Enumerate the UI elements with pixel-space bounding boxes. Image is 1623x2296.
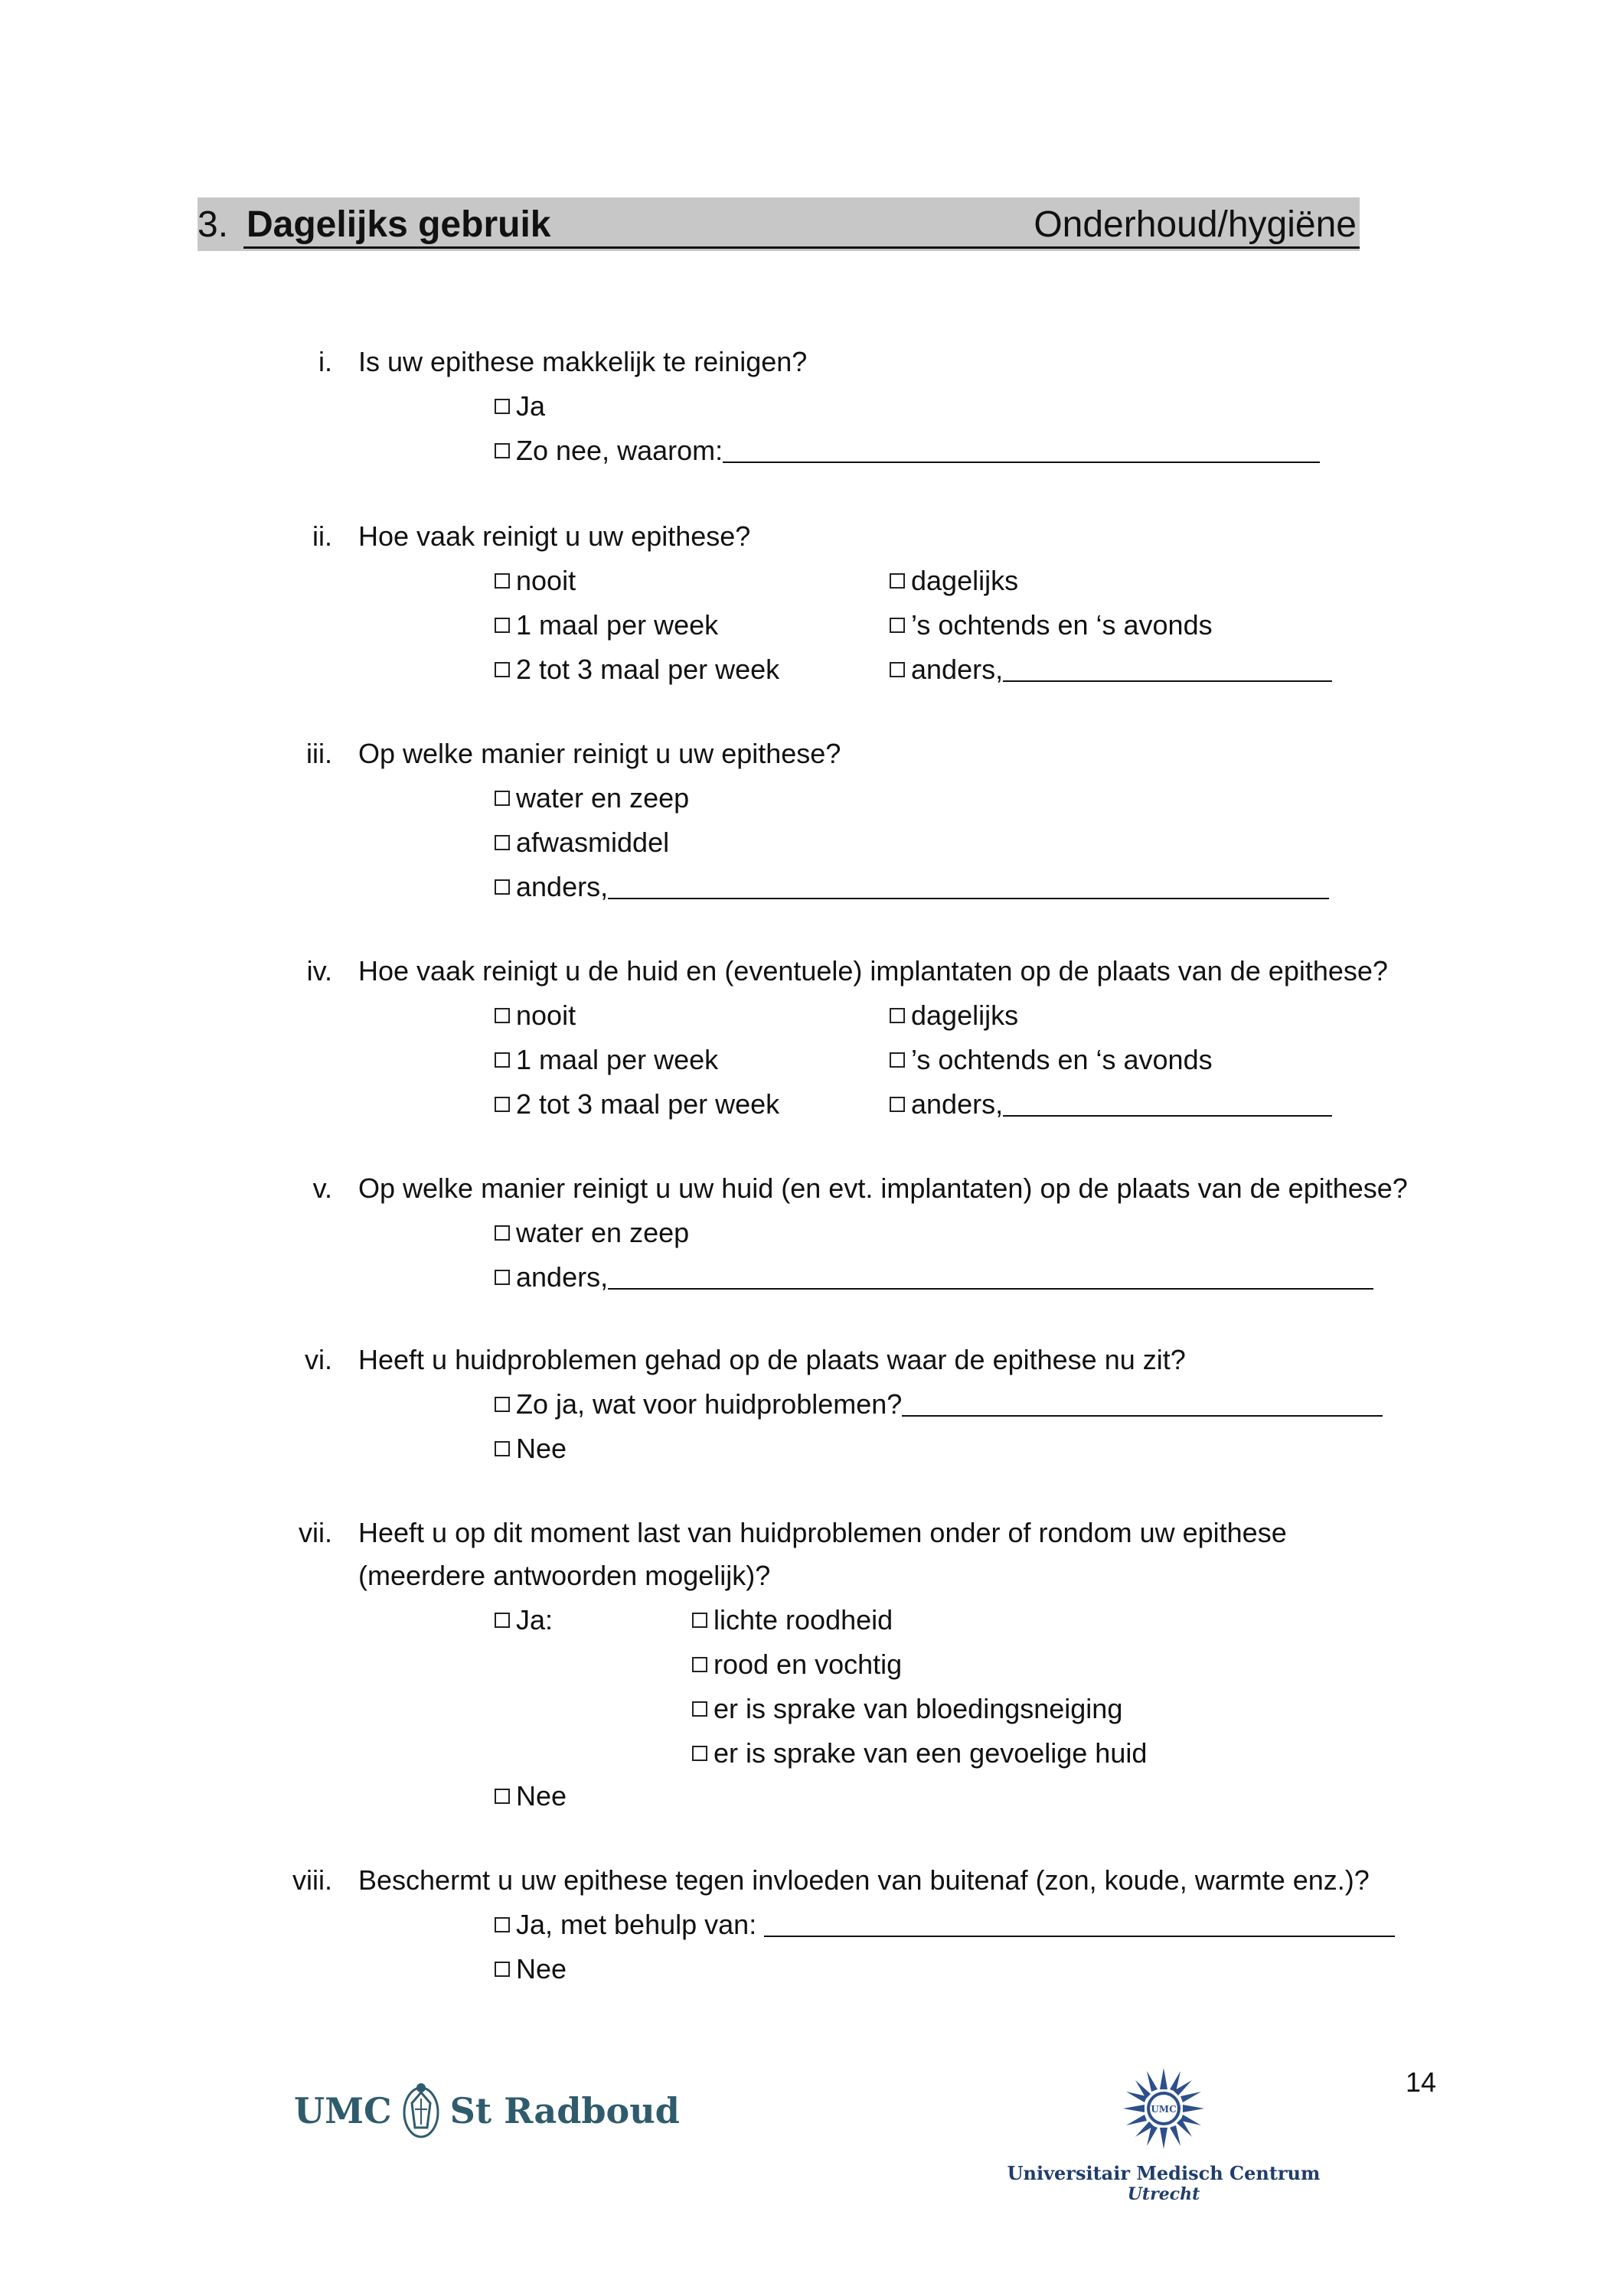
option[interactable]: anders, xyxy=(890,654,1332,686)
option[interactable]: er is sprake van een gevoelige huid xyxy=(692,1737,1147,1769)
option[interactable]: anders, xyxy=(890,1088,1332,1120)
question-number: vii. xyxy=(299,1517,332,1548)
answer-line[interactable] xyxy=(1003,657,1332,682)
checkbox[interactable] xyxy=(495,1397,510,1412)
option[interactable]: 1 maal per week xyxy=(495,1044,718,1076)
checkbox[interactable] xyxy=(495,1613,510,1628)
option[interactable]: ’s ochtends en ‘s avonds xyxy=(890,609,1213,641)
answer-line[interactable] xyxy=(1003,1092,1332,1117)
question-text: Hoe vaak reinigt u uw epithese? xyxy=(358,520,751,552)
option[interactable]: dagelijks xyxy=(890,565,1018,597)
question-text: Heeft u huidproblemen gehad op de plaats waar de epithese nu zit? xyxy=(358,1344,1186,1375)
question-number: i. xyxy=(318,346,332,377)
umc-st-radboud-logo: UMC St Radboud xyxy=(294,2080,680,2141)
checkbox[interactable] xyxy=(890,662,905,677)
option[interactable]: Ja, met behulp van: xyxy=(495,1909,1395,1941)
checkbox[interactable] xyxy=(495,879,510,895)
checkbox[interactable] xyxy=(692,1701,707,1717)
answer-line[interactable] xyxy=(608,1265,1373,1290)
question-text: Op welke manier reinigt u uw epithese? xyxy=(358,738,841,769)
checkbox[interactable] xyxy=(495,573,510,589)
option[interactable]: 2 tot 3 maal per week xyxy=(495,1088,779,1120)
question-text: Heeft u op dit moment last van huidproblemen onder of rondom uw epithese xyxy=(358,1517,1287,1548)
option[interactable]: nooit xyxy=(495,565,576,597)
checkbox[interactable] xyxy=(495,443,510,458)
question-number: iii. xyxy=(306,738,332,769)
checkbox[interactable] xyxy=(692,1746,707,1761)
checkbox[interactable] xyxy=(495,1225,510,1241)
checkbox[interactable] xyxy=(495,1917,510,1932)
answer-line[interactable] xyxy=(902,1392,1383,1417)
option[interactable]: Zo ja, wat voor huidproblemen? xyxy=(495,1388,1383,1420)
checkbox[interactable] xyxy=(890,618,905,633)
answer-line[interactable] xyxy=(723,439,1320,463)
header-underline xyxy=(243,246,1360,249)
crest-icon xyxy=(400,2080,442,2141)
page-number: 14 xyxy=(1406,2066,1437,2098)
checkbox[interactable] xyxy=(890,1008,905,1023)
option[interactable]: Nee xyxy=(495,1780,567,1812)
checkbox[interactable] xyxy=(495,1097,510,1112)
option[interactable]: nooit xyxy=(495,1000,576,1032)
option[interactable]: Ja xyxy=(495,390,545,422)
option[interactable]: anders, xyxy=(495,871,1329,903)
checkbox[interactable] xyxy=(495,791,510,806)
checkbox[interactable] xyxy=(495,618,510,633)
section-topic: Onderhoud/hygiëne xyxy=(1034,204,1357,245)
checkbox[interactable] xyxy=(495,835,510,850)
checkbox[interactable] xyxy=(495,1789,510,1804)
option[interactable]: ’s ochtends en ‘s avonds xyxy=(890,1044,1213,1076)
answer-line[interactable] xyxy=(608,875,1329,899)
question-text: Hoe vaak reinigt u de huid en (eventuele) implantaten op de plaats van de epithese? xyxy=(358,955,1388,987)
checkbox[interactable] xyxy=(495,662,510,677)
option[interactable]: dagelijks xyxy=(890,1000,1018,1032)
option[interactable]: Zo nee, waarom: xyxy=(495,435,1320,467)
section-header xyxy=(198,197,1360,251)
option[interactable]: afwasmiddel xyxy=(495,827,669,859)
option[interactable]: Ja: xyxy=(495,1604,553,1636)
option[interactable]: water en zeep xyxy=(495,782,689,814)
checkbox[interactable] xyxy=(890,573,905,589)
badge-text: UMC xyxy=(1151,2104,1177,2115)
checkbox[interactable] xyxy=(495,1008,510,1023)
option[interactable]: er is sprake van bloedingsneiging xyxy=(692,1693,1122,1725)
option[interactable]: Nee xyxy=(495,1953,567,1985)
option[interactable]: water en zeep xyxy=(495,1217,689,1249)
option[interactable]: lichte roodheid xyxy=(692,1604,893,1636)
umc-utrecht-logo: UMC Universitair Medisch Centrum Utrecht xyxy=(995,2066,1332,2204)
sun-emblem-icon xyxy=(1122,2066,1206,2151)
option[interactable]: anders, xyxy=(495,1261,1373,1293)
question-number: iv. xyxy=(306,955,332,987)
question-number: vi. xyxy=(305,1344,332,1375)
checkbox[interactable] xyxy=(495,1052,510,1068)
checkbox[interactable] xyxy=(495,1441,510,1456)
option[interactable]: 2 tot 3 maal per week xyxy=(495,654,779,686)
question-text: Op welke manier reinigt u uw huid (en evt. implantaten) op de plaats van de epithese? xyxy=(358,1172,1408,1204)
question-number: v. xyxy=(312,1172,332,1204)
checkbox[interactable] xyxy=(890,1052,905,1068)
question-number: viii. xyxy=(292,1864,332,1896)
question-number: ii. xyxy=(312,520,332,552)
checkbox[interactable] xyxy=(495,1270,510,1285)
checkbox[interactable] xyxy=(495,399,510,414)
section-number: 3. xyxy=(198,204,229,245)
option[interactable]: 1 maal per week xyxy=(495,609,718,641)
option[interactable]: rood en vochtig xyxy=(692,1649,902,1681)
question-text: Is uw epithese makkelijk te reinigen? xyxy=(358,346,808,377)
checkbox[interactable] xyxy=(495,1962,510,1977)
checkbox[interactable] xyxy=(692,1657,707,1672)
checkbox[interactable] xyxy=(890,1097,905,1112)
section-title: Dagelijks gebruik xyxy=(247,204,551,245)
checkbox[interactable] xyxy=(692,1613,707,1628)
question-text-continued: (meerdere antwoorden mogelijk)? xyxy=(358,1560,771,1591)
answer-line[interactable] xyxy=(764,1913,1395,1937)
question-text: Beschermt u uw epithese tegen invloeden van buitenaf (zon, koude, warmte enz.)? xyxy=(358,1864,1370,1896)
option[interactable]: Nee xyxy=(495,1433,567,1465)
